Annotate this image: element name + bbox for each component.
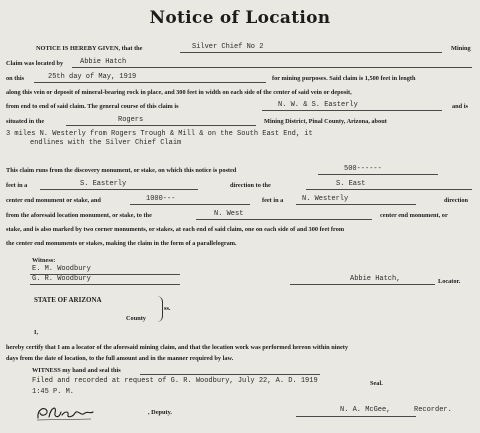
parallelogram-text: the center end monuments or stakes, making the claim in the form of a parallelogram. [6, 240, 237, 247]
dir2-rule [296, 204, 416, 205]
recorder-name: N. A. McGee, [340, 406, 391, 414]
locator-sig-rule [290, 284, 435, 285]
locator-name: Abbie Hatch [80, 58, 127, 66]
end-monument-1: S. East [336, 180, 366, 188]
intro-text: NOTICE IS HEREBY GIVEN, that the [36, 45, 143, 52]
location-date: 25th day of May, 1919 [48, 73, 137, 81]
claim-name-rule [180, 52, 442, 53]
document-title: Notice of Location [149, 8, 331, 28]
locator-label: Locator. [438, 278, 461, 285]
state-label: STATE OF ARIZONA [34, 296, 102, 304]
state-brace [157, 296, 163, 322]
affidavit-line-1: hereby certify that I am a locator of the aforesaid mining claim, and that the location work was performed hereon within ninety [6, 344, 348, 351]
mining-district: Rogers [118, 116, 144, 124]
on-this-text: on this [6, 75, 25, 82]
vein-text: along this vein or deposit of mineral-bearing rock in place, and 300 feet in width on each side of the center of said vein or deposit, [6, 89, 352, 96]
feet1-rule [318, 174, 438, 175]
recorder-label: Recorder. [414, 406, 452, 414]
feet2-rule [130, 204, 250, 205]
affidavit-line-2: days from the date of location, to the full amount and in the manner required by law. [6, 355, 234, 362]
deputy-label: , Deputy. [148, 409, 172, 416]
situated-text: situated in the [6, 118, 45, 125]
center-end-text-2: center end monument, or [380, 212, 448, 219]
general-course: N. W. & S. Easterly [278, 101, 358, 109]
located-by-text: Claim was located by [6, 60, 64, 67]
filed-time: 1:45 P. M. [32, 388, 75, 396]
witness-hand-text: WITNESS my hand and seal this [32, 367, 121, 374]
direction-word: direction [444, 197, 469, 204]
from-location-text: from the aforesaid location monument, or stake, to the [6, 212, 152, 219]
county-text: Mining District, Pinal County, Arizona, about [264, 118, 387, 125]
course-text: from end to end of said claim. The general course of this claim is [6, 103, 179, 110]
ss-label: ss. [164, 305, 171, 312]
filed-recorded: Filed and recorded at request of G. R. Woodbury, July 22, A. D. 1919 [32, 377, 318, 385]
recorder-rule [296, 416, 416, 417]
affidavit-i: I, [34, 329, 39, 336]
feet-in-a-text-2: feet in a [262, 197, 284, 204]
runs-from-text: This claim runs from the discovery monument, or stake, on which this notice is posted [6, 167, 237, 174]
district-rule [66, 125, 256, 126]
dir1-rule [40, 189, 198, 190]
witness-2: G. R. Woodbury [32, 275, 91, 283]
mining-purposes-text: for mining purposes. Said claim is 1,500 feet in length [272, 75, 416, 82]
center-end-text: center end monument or stake, and [6, 197, 101, 204]
seal-label: Seal. [370, 380, 383, 387]
feet-distance-1: 500------ [344, 165, 382, 173]
direction-2: N. Westerly [302, 195, 349, 203]
county-label: County [126, 315, 146, 322]
feet-distance-2: 1000--- [146, 195, 176, 203]
course-rule [262, 110, 442, 111]
and-is-text: and is [452, 103, 468, 110]
claim-name: Silver Chief No 2 [192, 43, 264, 51]
end1-rule [306, 189, 472, 190]
end2-rule [196, 219, 372, 220]
witness-1: E. M. Woodbury [32, 265, 91, 273]
corner-monuments-text: stake, and is also marked by two corner monuments, or stakes, at each end of said claim, one on each side of and 300 feet from [6, 226, 345, 233]
claim-description-1: 3 miles N. Westerly from Rogers Trough & Mill & on the South East End, it [6, 130, 313, 138]
locator-signature: Abbie Hatch, [350, 275, 401, 283]
direction-1: S. Easterly [80, 180, 127, 188]
witness-label: Witness: [32, 257, 56, 264]
claim-description-2: endlines with the Silver Chief Claim [30, 139, 182, 147]
mining-word: Mining [451, 45, 471, 52]
locator-rule [72, 67, 472, 68]
witness-hand-rule [140, 374, 320, 375]
deputy-signature [35, 403, 95, 423]
witness2-rule [30, 284, 180, 285]
end-monument-2: N. West [214, 210, 244, 218]
direction-to-text: direction to the [230, 182, 271, 189]
date-rule [34, 82, 266, 83]
feet-in-a-text: feet in a [6, 182, 28, 189]
